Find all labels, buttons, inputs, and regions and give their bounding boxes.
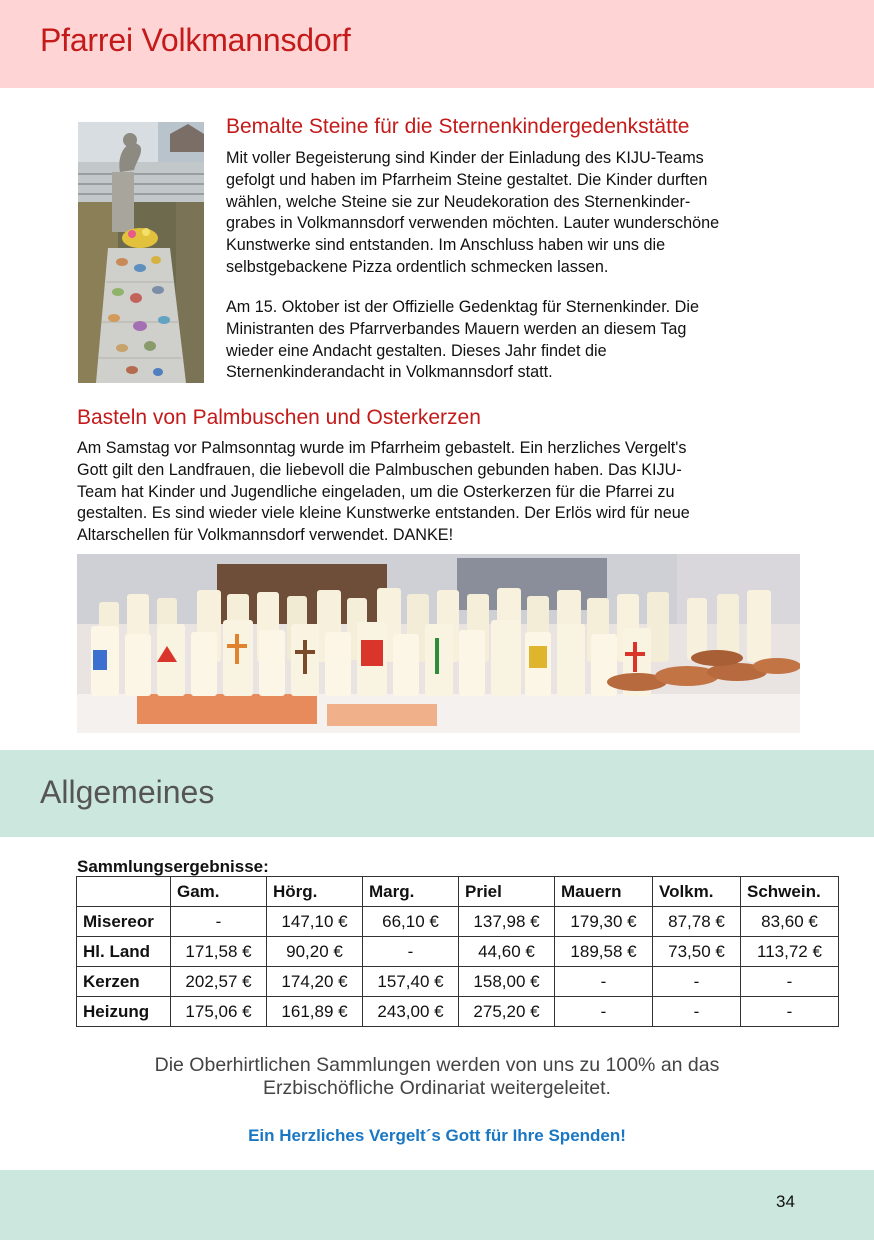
table-cell: 113,72 € [741, 937, 839, 967]
text-line: Kunstwerke sind entstanden. Im Anschluss haben wir uns die [226, 236, 666, 255]
table-cell: 243,00 € [363, 997, 459, 1027]
table-row [77, 997, 839, 1027]
table-cell: - [171, 907, 267, 937]
text-line: Am Samstag vor Palmsonntag wurde im Pfarrheim gebastelt. Ein herzliches Vergelt's [77, 439, 687, 457]
table-cell: 87,78 € [653, 907, 741, 937]
page-number: 34 [776, 1192, 795, 1211]
text-line: Mit voller Begeisterung sind Kinder der Einladung des KIJU-Teams [226, 149, 704, 167]
column-header: Gam. [171, 877, 267, 907]
table-cell: 44,60 € [459, 937, 555, 967]
text-line: Altarschellen für Volkmannsdorf verwendet. DANKE! [77, 526, 454, 545]
collections-note [0, 1054, 874, 1100]
column-header: Mauern [555, 877, 653, 907]
text-line: wählen, welche Steine sie zur Neudekoration des Sternenkinder- [226, 192, 691, 211]
column-header: Priel [459, 877, 555, 907]
table-cell: - [653, 967, 741, 997]
table-cell: - [363, 937, 459, 967]
table-cell: 90,20 € [267, 937, 363, 967]
header-band [0, 0, 874, 88]
section-title: Allgemeines [40, 774, 215, 810]
easter-candles-image [77, 554, 800, 733]
table-cell: 275,20 € [459, 997, 555, 1027]
thanks-message: Ein Herzliches Vergelt´s Gott für Ihre Spenden! [248, 1126, 626, 1145]
table-cell: 171,58 € [171, 937, 267, 967]
row-header: Misereor [77, 907, 171, 937]
candles-photo [77, 554, 800, 733]
table-cell: 179,30 € [555, 907, 653, 937]
table-cell: - [741, 997, 839, 1027]
table-cell: 158,00 € [459, 967, 555, 997]
text-line: Am 15. Oktober ist der Offizielle Gedenktag für Sternenkinder. Die [226, 298, 699, 316]
page-title: Pfarrei Volkmannsdorf [40, 22, 351, 58]
collections-table [76, 876, 839, 1027]
text-line: gefolgt und haben im Pfarrheim Steine gestaltet. Die Kinder durften [226, 170, 708, 189]
table-cell: 147,10 € [267, 907, 363, 937]
column-header: Hörg. [267, 877, 363, 907]
table-cell: 66,10 € [363, 907, 459, 937]
note-line: Erzbischöfliche Ordinariat weitergeleitet. [263, 1077, 611, 1099]
text-line: wieder eine Andacht gestalten. Dieses Jahr findet die [226, 341, 607, 360]
row-header: Heizung [77, 997, 171, 1027]
article-stones-paragraph-1 [226, 148, 798, 279]
column-header [77, 877, 171, 907]
text-line: Sternenkinderandacht in Volkmannsdorf statt. [226, 363, 553, 382]
table-row [77, 967, 839, 997]
table-row [77, 907, 839, 937]
article-stones-title: Bemalte Steine für die Sternenkindergedenkstätte [226, 115, 690, 138]
table-cell: 161,89 € [267, 997, 363, 1027]
table-cell: - [741, 967, 839, 997]
table-cell: 189,58 € [555, 937, 653, 967]
row-header: Hl. Land [77, 937, 171, 967]
table-cell: 175,06 € [171, 997, 267, 1027]
column-header: Volkm. [653, 877, 741, 907]
text-line: Ministranten des Pfarrverbandes Mauern werden an diesem Tag [226, 319, 687, 338]
article-candles-paragraph [77, 438, 798, 547]
table-cell: 202,57 € [171, 967, 267, 997]
column-header: Marg. [363, 877, 459, 907]
article-candles-title: Basteln von Palmbuschen und Osterkerzen [77, 406, 481, 429]
stones-grave-image [78, 122, 204, 383]
section-band [0, 750, 874, 837]
column-header: Schwein. [741, 877, 839, 907]
text-line: Team hat Kinder und Jugendliche eingeladen, um die Osterkerzen für die Pfarrei zu [77, 482, 675, 501]
table-cell: - [653, 997, 741, 1027]
table-cell: - [555, 967, 653, 997]
text-line: gestalten. Es sind wieder viele kleine Kunstwerke entstanden. Der Erlös wird für neue [77, 504, 690, 523]
article-stones-paragraph-2 [226, 297, 798, 384]
collections-label: Sammlungsergebnisse: [77, 857, 269, 876]
table-row [77, 937, 839, 967]
text-line: selbstgebackene Pizza ordentlich schmecken lassen. [226, 257, 609, 276]
table-cell: - [555, 997, 653, 1027]
footer-band [0, 1170, 874, 1240]
text-line: grabes in Volkmannsdorf verwenden möchten. Lauter wunderschöne [226, 214, 720, 233]
table-cell: 174,20 € [267, 967, 363, 997]
table-cell: 137,98 € [459, 907, 555, 937]
text-line: Gott gilt den Landfrauen, die liebevoll die Palmbuschen gebunden haben. Das KIJU- [77, 460, 682, 479]
note-line: Die Oberhirtlichen Sammlungen werden von uns zu 100% an das [154, 1054, 720, 1076]
table-cell: 157,40 € [363, 967, 459, 997]
stones-photo [78, 122, 204, 383]
table-cell: 83,60 € [741, 907, 839, 937]
row-header: Kerzen [77, 967, 171, 997]
table-header-row [77, 877, 839, 907]
table-cell: 73,50 € [653, 937, 741, 967]
